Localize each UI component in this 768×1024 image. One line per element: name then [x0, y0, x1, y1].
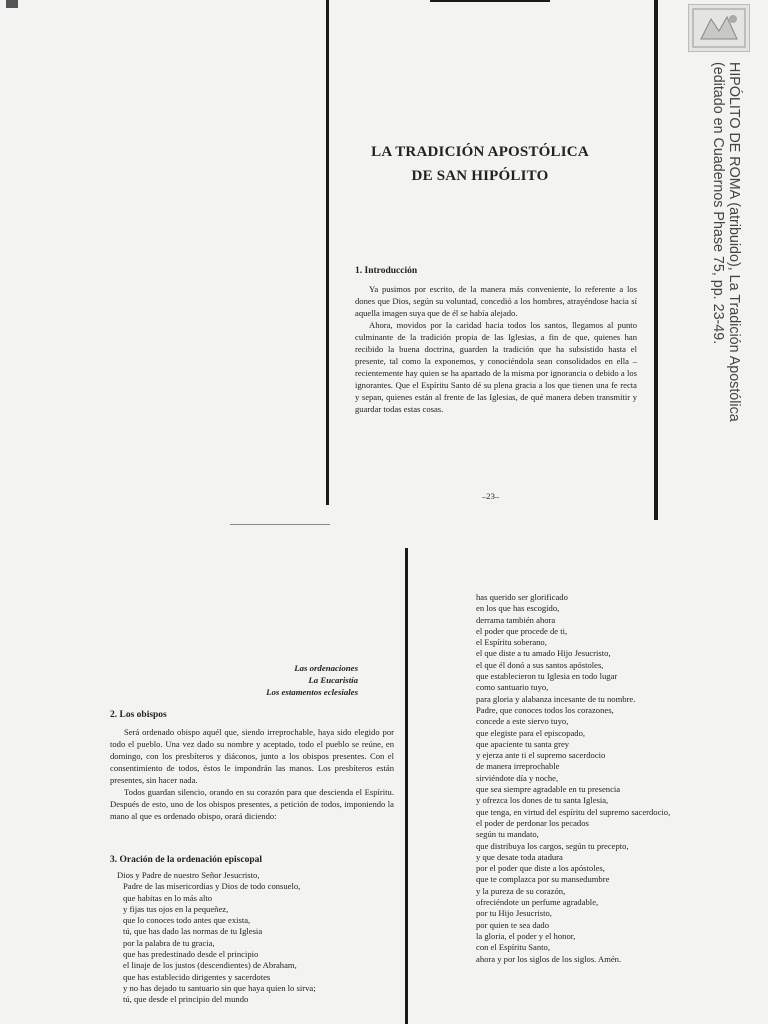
- prayer-line: y la pureza de su corazón,: [476, 885, 566, 896]
- scan-edge-left-bottom: [405, 548, 408, 1024]
- section-heading-oracion: 3. Oración de la ordenación episcopal: [110, 855, 262, 865]
- prayer-line: y ejerza ante ti el supremo sacerdocio: [476, 750, 606, 761]
- prayer-line: que sea siempre agradable en tu presencia: [476, 784, 621, 795]
- stamp-graphic: [689, 5, 749, 51]
- scan-edge-corner: [6, 0, 18, 8]
- scan-edge-left-top: [326, 0, 329, 505]
- prayer-line: el que él donó a sus santos apóstoles,: [476, 659, 604, 670]
- prayer-line: la gloria, el poder y el honor,: [476, 930, 576, 941]
- side-caption: [712, 62, 742, 472]
- prayer-line: de manera irreprochable: [476, 761, 560, 772]
- prayer-line: que lo conoces todo antes que exista,: [123, 915, 251, 926]
- prayer-line: ofreciéndote un perfume agradable,: [476, 897, 599, 908]
- prayer-left-column: [117, 870, 316, 1006]
- prayer-line: que habitas en lo más alto: [123, 892, 213, 903]
- scan-edge-bottom-divider: [230, 524, 330, 525]
- obispos-text: [110, 726, 394, 822]
- section-heading-obispos: 2. Los obispos: [110, 710, 167, 720]
- obispos-para1: Será ordenado obispo aquél que, siendo irreprochable, haya sido elegido por todo el pueblo. Una vez dado su nombre y aceptado, todo el pueblo se reúne, en domingo, con los presbíteros y diáconos, junto a los obispos presentes. Con el consentimiento de todos, éstos le impondrán las manos. Los presbíteros están presentes, sin hacer nada.: [110, 727, 394, 785]
- prayer-line: según tu mandato,: [476, 829, 539, 840]
- prayer-line: el que diste a tu amado Hijo Jesucristo,: [476, 648, 611, 659]
- prayer-line: Padre, que conoces todos los corazones,: [476, 704, 614, 715]
- prayer-line: que has establecido dirigentes y sacerdotes: [123, 971, 271, 982]
- prayer-line: Padre de las misericordias y Dios de todo consuelo,: [123, 881, 301, 892]
- prayer-line: para gloria y alabanza incesante de tu nombre.: [476, 693, 636, 704]
- prayer-line: concede a este siervo tuyo,: [476, 716, 569, 727]
- prayer-line: tú, que desde el principio del mundo: [123, 994, 249, 1005]
- obispos-para2: Todos guardan silencio, orando en su corazón para que descienda el Espíritu. Después de esto, uno de los obispos presentes, a petición de todos, imponiendo la mano al que es ordenado obispo, orará diciendo:: [110, 787, 394, 821]
- prayer-line: y no has dejado tu santuario sin que haya quien lo sirva;: [123, 982, 316, 993]
- italic-line-eucaristia: La Eucaristía: [308, 675, 358, 685]
- prayer-line: y ofrezca los dones de tu santa Iglesia,: [476, 795, 609, 806]
- prayer-line: sirviéndote día y noche,: [476, 772, 559, 783]
- italic-line-ordenaciones: Las ordenaciones: [294, 663, 358, 673]
- prayer-line: con el Espíritu Santo,: [476, 942, 550, 953]
- prayer-line: en los que has escogido,: [476, 603, 560, 614]
- prayer-line: derrama también ahora: [476, 614, 556, 625]
- side-caption-line2: (editado en Cuadernos Phase 75, pp. 23-49.: [710, 62, 726, 345]
- section-heading-introduccion: 1. Introducción: [355, 266, 418, 276]
- prayer-line: por la palabra de tu gracia,: [123, 937, 215, 948]
- prayer-line: el poder que procede de ti,: [476, 625, 568, 636]
- page-title-line1: LA TRADICIÓN APOSTÓLICA: [371, 144, 589, 160]
- prayer-line: como santuario tuyo,: [476, 682, 549, 693]
- prayer-line: que elegiste para el episcopado,: [476, 727, 586, 738]
- prayer-line: has querido ser glorificado: [476, 592, 568, 602]
- scan-edge-right-top: [654, 0, 658, 520]
- prayer-line: el Espíritu soberano,: [476, 637, 547, 648]
- prayer-line: por quien te sea dado: [476, 919, 550, 930]
- prayer-line: Dios y Padre de nuestro Señor Jesucristo,: [117, 870, 260, 880]
- introduccion-para1: Ya pusimos por escrito, de la manera más conveniente, lo referente a los dones que Dios, según su voluntad, concedió a los hombres, atrayéndose hacia sí aquella imagen suya que de él se había alejado.: [355, 284, 637, 318]
- introduccion-text: [355, 283, 637, 415]
- prayer-line: ahora y por los siglos de los siglos. Amén.: [476, 953, 622, 964]
- prayer-line: tú, que has dado las normas de tu Iglesia: [123, 926, 263, 937]
- prayer-line: y fijas tus ojos en la pequeñez,: [123, 903, 229, 914]
- prayer-line: por el poder que diste a los apóstoles,: [476, 863, 605, 874]
- prayer-line: que tenga, en virtud del espíritu del supremo sacerdocio,: [476, 806, 671, 817]
- page-title-line2: DE SAN HIPÓLITO: [411, 168, 549, 184]
- prayer-line: por tu Hijo Jesucristo,: [476, 908, 552, 919]
- prayer-line: el poder de perdonar los pecados: [476, 817, 589, 828]
- italic-heading-block: [266, 662, 358, 698]
- prayer-line: que apaciente tu santa grey: [476, 738, 570, 749]
- introduccion-para2: Ahora, movidos por la caridad hacia todos los santos, llegamos al punto culminante de la tradición propia de las Iglesias, a fin de que, quienes han recibido la buena doctrina, guarden la tradición que ha subsistido hasta el presente, tal como la exponemos, y conociéndola sean consolidados en ella –recientemente hay quien se ha apartado de la misma por ignorancia o debido a los ignorantes. Que el Espíritu Santo dé su plena gracia a los que tienen una fe recta y sepan, quienes están al frente de las Iglesias, de qué manera deben transmitir y guardar todas estas cosas.: [355, 320, 637, 414]
- italic-line-estamentos: Los estamentos eclesiales: [266, 687, 358, 697]
- prayer-line: que te complazca por su mansedumbre: [476, 874, 610, 885]
- prayer-line: el linaje de los justos (descendientes) de Abraham,: [123, 960, 297, 971]
- prayer-right-column: [476, 592, 670, 965]
- corner-stamp-image: [688, 4, 750, 52]
- page-number: –23–: [482, 491, 500, 501]
- prayer-line: y que desate toda atadura: [476, 851, 563, 862]
- scan-edge-top: [430, 0, 550, 2]
- prayer-line: que distribuya los cargos, según tu precepto,: [476, 840, 629, 851]
- prayer-line: que has predestinado desde el principio: [123, 949, 259, 960]
- prayer-line: que establecieron tu Iglesia en todo lugar: [476, 671, 618, 682]
- side-caption-line1: HIPÓLITO DE ROMA (atribuido), La Tradición Apostólica: [726, 62, 742, 422]
